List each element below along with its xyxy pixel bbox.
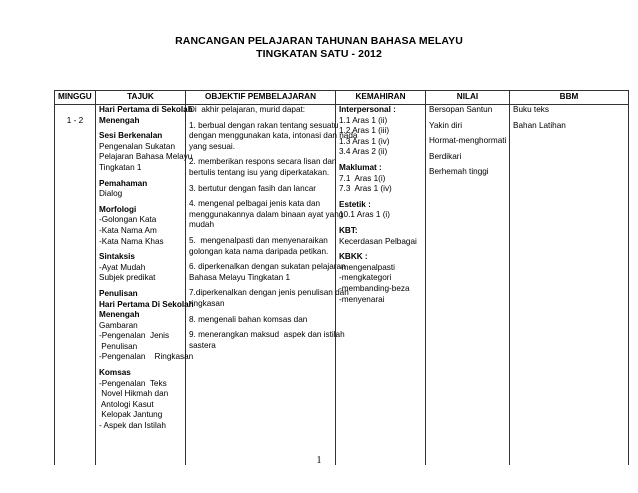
text-line: Tingkatan 1: [99, 162, 142, 172]
text-line: 4. mengenal pelbagai jenis kata dan: [189, 199, 321, 209]
text-line: KBT:: [339, 225, 358, 235]
cell-nilai: [426, 105, 510, 466]
text-line: 1.2 Aras 1 (iii): [339, 126, 390, 136]
text-line: 1.3 Aras 1 (iv): [339, 136, 390, 146]
text-line: 6. diperkenalkan dengan sukatan pelajaran: [189, 262, 346, 272]
text-line: -menyenarai: [339, 294, 385, 304]
table-row: [55, 105, 629, 466]
cell-kemahiran: [336, 105, 426, 466]
column-header-minggu: MINGGU: [55, 91, 96, 105]
text-line: Komsas: [99, 368, 131, 378]
text-line: -Kata Nama Am: [99, 225, 157, 235]
text-line: Hari Pertama Di Sekolah: [99, 299, 194, 309]
text-line: 5. mengenalpasti dan menyenaraikan: [189, 235, 328, 245]
document-title: RANCANGAN PELAJARAN TAHUNAN BAHASA MELAYU: [175, 35, 463, 47]
text-line: -mengenalpasti: [339, 262, 395, 272]
text-line: Dialog: [99, 189, 123, 199]
text-line: Bahasa Melayu Tingkatan 1: [189, 272, 291, 282]
text-line: Subjek predikat: [99, 273, 156, 283]
text-line: -Kata Nama Khas: [99, 236, 164, 246]
text-line: Sintaksis: [99, 252, 135, 262]
text-line: -Golongan Kata: [99, 215, 157, 225]
text-line: KBKK :: [339, 252, 368, 262]
text-line: 2. memberikan respons secara lisan dan: [189, 157, 337, 167]
text-line: golongan kata nama daripada petikan.: [189, 246, 329, 256]
text-line: Menengah: [99, 310, 140, 320]
text-line: Menengah: [99, 115, 140, 125]
text-line: menggunakannya dalam binaan ayat yang: [189, 209, 344, 219]
text-line: Yakin diri: [429, 120, 463, 130]
text-line: Penulisan: [99, 288, 138, 298]
text-line: Novel Hikmah dan: [99, 389, 169, 399]
lesson-plan-table: [54, 90, 629, 465]
column-header-bbm: BBM: [510, 91, 629, 105]
column-header-kemahiran: KEMAHIRAN: [336, 91, 426, 105]
text-line: Hari Pertama di Sekolah: [99, 105, 193, 114]
text-line: 1.1 Aras 1 (ii): [339, 115, 388, 125]
week-range: 1 - 2: [66, 115, 84, 125]
text-line: mudah: [189, 220, 215, 230]
text-line: Gambaran: [99, 320, 138, 330]
text-line: Berhemah tinggi: [429, 167, 489, 177]
text-line: 1. berbual dengan rakan tentang sesuatu: [189, 120, 339, 130]
text-line: Pemahaman: [99, 178, 148, 188]
text-line: bertulis tentang isu yang diperkatakan.: [189, 167, 330, 177]
column-header-objektif: OBJEKTIF PEMBELAJARAN: [186, 91, 336, 105]
text-line: -mengkategori: [339, 273, 392, 283]
cell-tajuk: [96, 105, 194, 466]
text-line: sastera: [189, 340, 216, 350]
text-line: Bahan Latihan: [513, 120, 566, 130]
text-line: 7.3 Aras 1 (iv): [339, 184, 392, 194]
text-line: 3. bertutur dengan fasih dan lancar: [189, 183, 316, 193]
cell-minggu: [55, 105, 96, 466]
text-line: ringkasan: [189, 298, 225, 308]
text-line: Morfologi: [99, 204, 137, 214]
text-line: Bersopan Santun: [429, 105, 493, 114]
text-line: Sesi Berkenalan: [99, 131, 163, 141]
text-line: Berdikari: [429, 151, 462, 161]
text-line: Penulisan: [99, 341, 138, 351]
text-line: Pengenalan Sukatan: [99, 141, 176, 151]
document-subtitle: TINGKATAN SATU - 2012: [256, 48, 382, 60]
text-line: Estetik :: [339, 199, 371, 209]
text-line: Maklumat :: [339, 162, 382, 172]
text-line: -Pengenalan Ringkasan: [99, 352, 194, 362]
page-number: 1: [316, 455, 322, 466]
text-line: Kelopak Jantung: [99, 410, 163, 420]
text-line: Hormat-menghormati: [429, 136, 507, 146]
column-header-nilai: NILAI: [426, 91, 510, 105]
text-line: Buku teks: [513, 105, 549, 114]
text-line: -Pengenalan Teks: [99, 378, 167, 388]
text-line: Pelajaran Bahasa Melayu: [99, 152, 193, 162]
text-line: dengan menggunakan kata, intonasi dan nada: [189, 131, 358, 141]
table-header-row: [55, 91, 629, 105]
column-header-tajuk: TAJUK: [96, 91, 186, 105]
text-line: 7.diperkenalkan dengan jenis penulisan dan: [189, 288, 349, 298]
text-line: 8. mengenali bahan komsas dan: [189, 314, 308, 324]
text-line: -membanding-beza: [339, 283, 410, 293]
text-line: Di akhir pelajaran, murid dapat:: [189, 105, 306, 114]
text-line: -Pengenalan Jenis: [99, 331, 170, 341]
text-line: 9. menerangkan maksud aspek dan istilah: [189, 330, 345, 340]
text-line: Antologi Kasut: [99, 399, 154, 409]
cell-bbm: [510, 105, 629, 466]
text-line: Kecerdasan Pelbagai: [339, 236, 417, 246]
text-line: 3.4 Aras 2 (ii): [339, 147, 388, 157]
text-line: 7.1 Aras 1(i): [339, 173, 386, 183]
text-line: -Ayat Mudah: [99, 262, 146, 272]
text-line: - Aspek dan Istilah: [99, 421, 166, 431]
text-line: Interpersonal :: [339, 105, 396, 114]
text-line: yang sesuai.: [189, 141, 235, 151]
text-line: 10.1 Aras 1 (i): [339, 210, 390, 220]
